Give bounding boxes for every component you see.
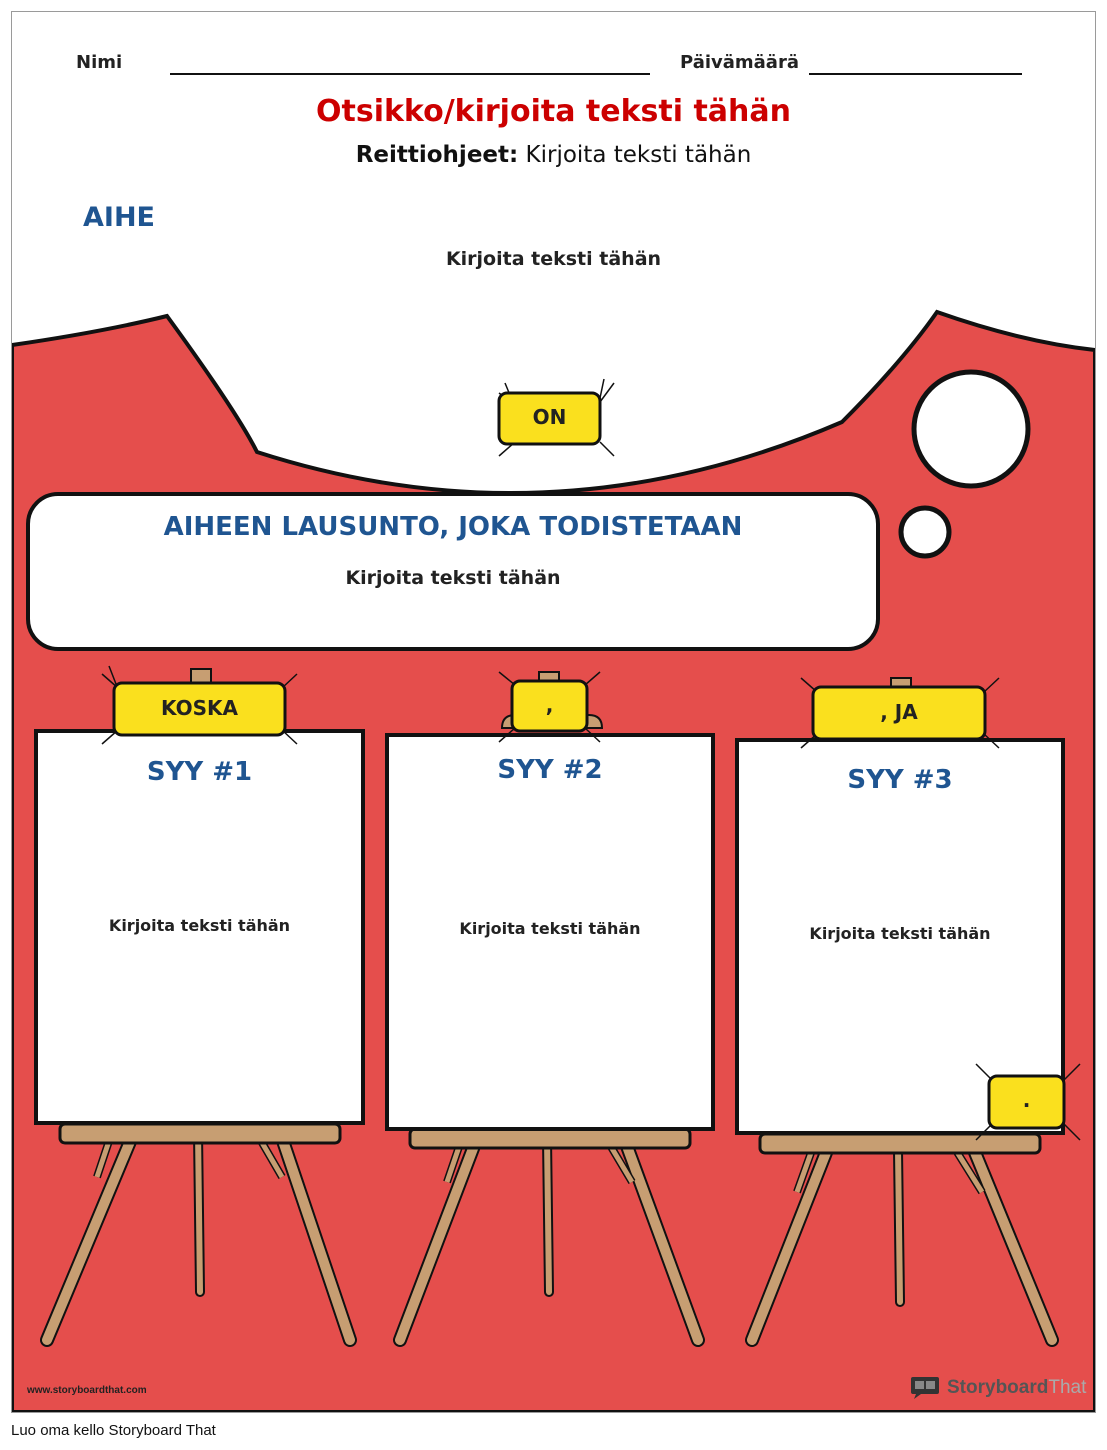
worksheet	[11, 11, 1096, 1413]
comma-label: ,	[545, 693, 554, 717]
storyboardthat-logo-icon	[909, 1376, 941, 1400]
page-caption[interactable]: Luo oma kello Storyboard That	[11, 1422, 216, 1439]
directions-lead: Reittiohjeet:	[355, 142, 519, 168]
reason-3-heading: SYY #3	[847, 765, 953, 795]
thesis-heading: AIHEEN LAUSUNTO, JOKA TODISTETAAN	[163, 512, 743, 542]
period-label: .	[1022, 1088, 1031, 1112]
reason-1-text[interactable]: Kirjoita teksti tähän	[108, 916, 291, 935]
directions-text: Kirjoita teksti tähän	[518, 142, 752, 168]
footer-url[interactable]: www.storyboardthat.com	[27, 1385, 147, 1396]
reason-3-text[interactable]: Kirjoita teksti tähän	[809, 924, 991, 943]
koska-label: KOSKA	[161, 696, 238, 720]
reason-2-text[interactable]: Kirjoita teksti tähän	[459, 919, 641, 938]
brand-light: That	[1048, 1377, 1087, 1398]
reason-2-heading: SYY #2	[497, 755, 603, 785]
directions[interactable]	[12, 142, 1095, 168]
thesis-text[interactable]: Kirjoita teksti tähän	[345, 567, 561, 589]
topic-heading: AIHE	[83, 202, 155, 233]
date-label: Päivämäärä	[680, 52, 799, 73]
brand-logo[interactable]	[909, 1374, 1086, 1402]
on-label: ON	[532, 405, 567, 429]
topic-text[interactable]: Kirjoita teksti tähän	[445, 248, 662, 270]
name-label: Nimi	[76, 52, 123, 73]
page-title[interactable]: Otsikko/kirjoita teksti tähän	[316, 94, 791, 129]
reason-1-heading: SYY #1	[146, 757, 253, 787]
brand-name	[947, 1377, 1086, 1399]
brand-bold: Storyboard	[947, 1377, 1049, 1398]
ja-label: , JA	[880, 700, 918, 724]
